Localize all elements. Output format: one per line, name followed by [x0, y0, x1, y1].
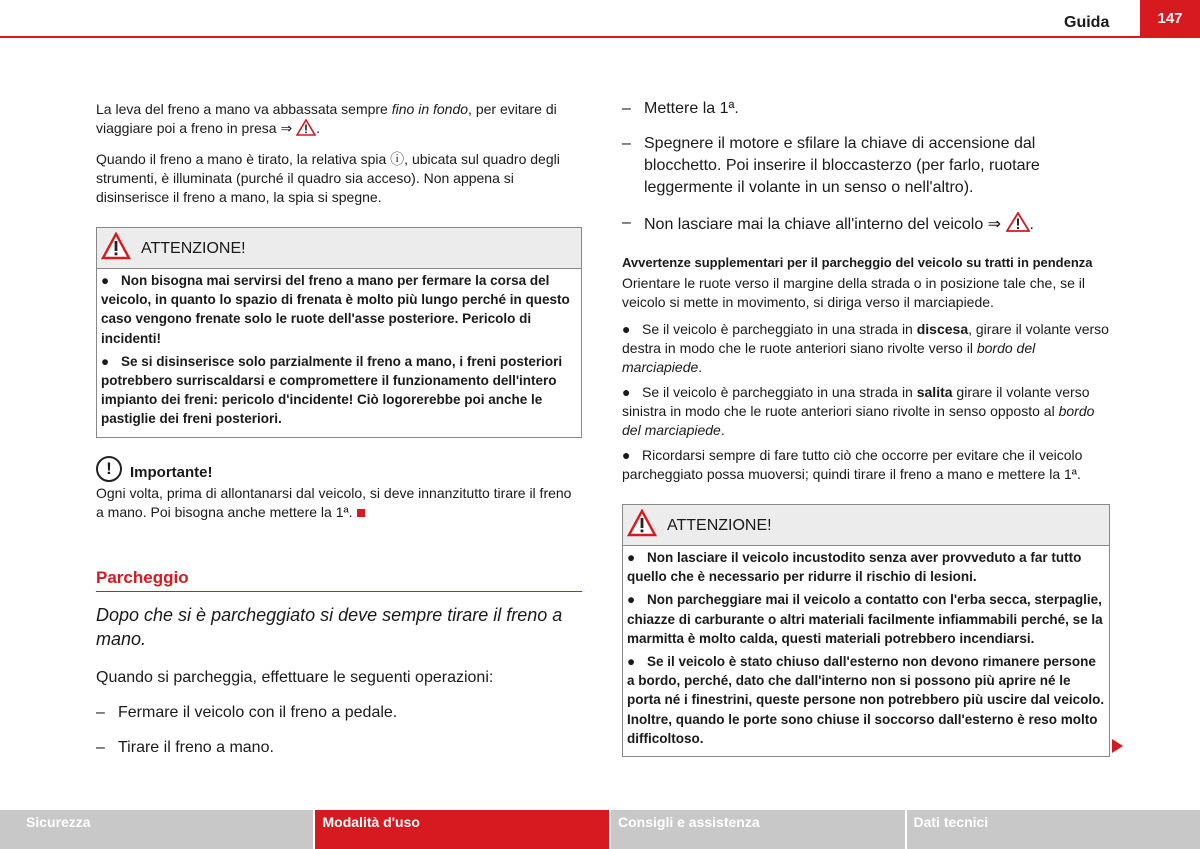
list-item: ● Se il veicolo è parcheggiato in una strada in discesa, girare il volante verso destra in modo che le ruote anteriori siano rivolte verso il bordo del marciapiede.: [622, 321, 1109, 375]
tab-consigli-assistenza[interactable]: Consigli e assistenza: [611, 810, 905, 849]
warning-box-parking: [622, 504, 1110, 757]
tab-modalita-duso[interactable]: Modalità d'uso: [315, 810, 610, 849]
header-rule: [0, 36, 1200, 38]
parking-section: [96, 568, 582, 759]
paragraph-warning-light: Quando il freno a mano è tirato, la relativa spia ⓘ, ubicata sul quadro degli strumenti, è illuminata (purché il quadro sia acceso). Non appena si disinserisce il freno a mano, la spia si spegne.: [96, 151, 560, 205]
parking-step: – Mettere la 1ª.: [622, 100, 739, 117]
next-page-arrow-icon[interactable]: [1112, 739, 1123, 753]
parking-step: – Spegnere il motore e sfilare la chiave di accensione dal blocchetto. Poi inserire il bloccasterzo (per farlo, ruotare leggermente il volante in un senso o nell'altro).: [622, 135, 1040, 196]
warning-item: ● Non bisogna mai servirsi del freno a mano per fermare la corsa del veicolo, in quanto lo spazio di frenata è molto più lungo perché in questo caso vengono frenate solo le ruote dell'asse posteriore. Pericolo di incidenti!: [101, 273, 570, 346]
left-column: [96, 100, 582, 759]
warning-box-body: [97, 269, 581, 437]
warning-item: ● Se il veicolo è stato chiuso dall'esterno non devono rimanere persone a bordo, perché, dato che dall'interno non si possono più aprire né le porta né i finestrini, queste persone non potrebbero più uscire dal veicolo. Inoltre, quando le porte sono chiuse il soccorso dall'esterno è reso molto difficoltoso.: [627, 654, 1105, 746]
parking-step: – Non lasciare mai la chiave all'interno del veicolo ⇒ .: [622, 212, 1110, 239]
paragraph-handbrake-release: La leva del freno a mano va abbassata sempre fino in fondo, per evitare di viaggiare poi a freno in presa ⇒ .: [96, 100, 582, 141]
paragraph-slope: Orientare le ruote verso il margine della strada o in posizione tale che, se il veicolo si mette in movimento, si diriga verso il marciapiede.: [622, 275, 1086, 310]
warning-title: ATTENZIONE!: [141, 239, 246, 257]
tab-dati-tecnici[interactable]: Dati tecnici: [907, 810, 1200, 849]
subheading: Avvertenze supplementari per il parcheggio del veicolo su tratti in pendenza: [622, 255, 1093, 270]
end-square-icon: [357, 509, 365, 517]
important-title: Importante!: [130, 463, 213, 481]
footer-nav: [0, 810, 1200, 849]
parking-heading: Parcheggio: [96, 567, 189, 587]
section-title: Guida: [1064, 14, 1110, 31]
list-item: ● Se il veicolo è parcheggiato in una strada in salita girare il volante verso sinistra in modo che le ruote anteriori siano rivolte in senso opposto al bordo del marciapiede.: [622, 384, 1095, 438]
warning-item: ● Non parcheggiare mai il veicolo a contatto con l'erba secca, sterpaglie, chiazze di carburante o altri materiali facilmente infiammabili perché, se la marmitta è molto calda, questi materiali potrebbero incendiarsi.: [627, 592, 1103, 646]
parking-step: – Tirare il freno a mano.: [96, 738, 274, 756]
warning-triangle-icon: [627, 509, 657, 542]
tab-sicurezza[interactable]: Sicurezza: [0, 810, 313, 849]
important-note: [96, 456, 582, 522]
warning-box-header: [623, 505, 1109, 546]
page-number: 147: [1140, 0, 1200, 37]
important-text: Ogni volta, prima di allontanarsi dal veicolo, si deve innanzitutto tirare il freno a mano. Poi bisogna anche mettere la 1ª.: [96, 484, 572, 520]
warning-triangle-icon[interactable]: [296, 119, 316, 141]
parking-step: – Fermare il veicolo con il freno a pedale.: [96, 703, 398, 721]
warning-title: ATTENZIONE!: [667, 516, 772, 534]
warning-box-handbrake: [96, 227, 582, 438]
right-column: [622, 98, 1110, 757]
exclamation-circle-icon: !: [96, 456, 122, 482]
warning-item: ● Se si disinserisce solo parzialmente il freno a mano, i freni posteriori potrebbero surriscaldarsi e compromettere il funzionamento dell'intero impianto dei freni: pericolo d'incidente! Ciò logorerebbe poi anche le pastiglie dei freni posteriori.: [101, 353, 563, 427]
parking-rule: [96, 591, 582, 592]
warning-box-body: [623, 546, 1109, 756]
warning-box-header: [97, 228, 581, 269]
parking-intro: Quando si parcheggia, effettuare le seguenti operazioni:: [96, 668, 494, 686]
warning-item: ● Non lasciare il veicolo incustodito senza aver provveduto a far tutto quello che è necessario per ridurre il rischio di lesioni.: [627, 550, 1082, 585]
warning-triangle-icon: [101, 232, 131, 265]
parking-lead: Dopo che si è parcheggiato si deve sempre tirare il freno a mano.: [96, 604, 563, 649]
list-item: ● Ricordarsi sempre di fare tutto ciò che occorre per evitare che il veicolo parcheggiato possa muoversi; quindi tirare il freno a mano e mettere la 1ª.: [622, 447, 1083, 482]
warning-triangle-icon[interactable]: [1006, 212, 1030, 239]
